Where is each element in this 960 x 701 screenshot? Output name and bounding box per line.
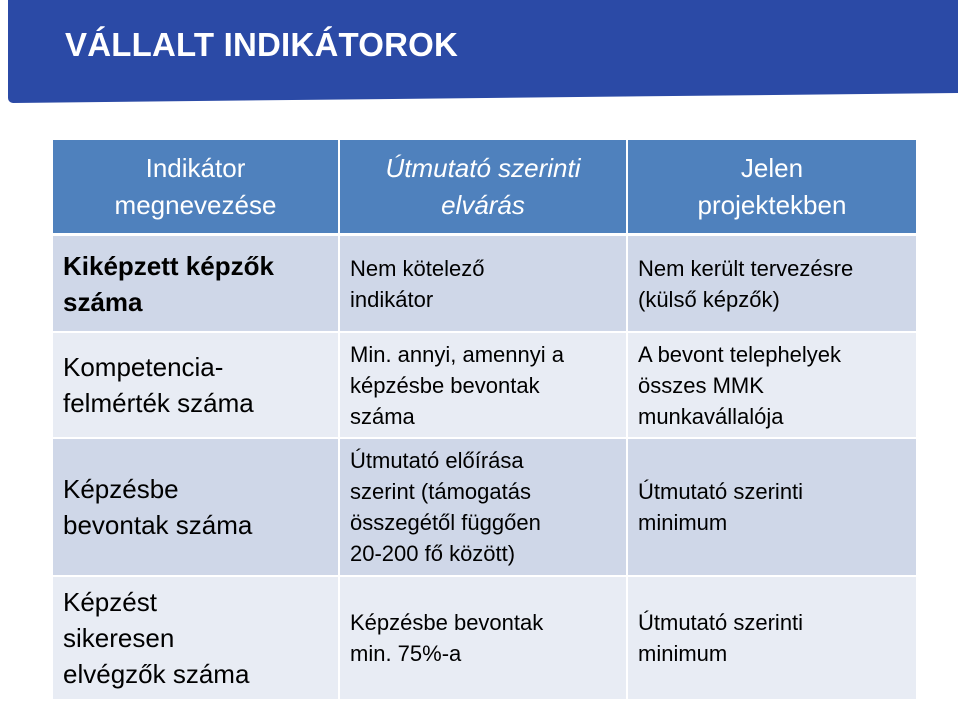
cell-text: indikátor bbox=[350, 286, 434, 312]
cell-text: Képzésbe bevontak bbox=[350, 610, 544, 635]
cell-text: Útmutató előírása bbox=[350, 448, 524, 473]
header-text: elvárás bbox=[441, 189, 525, 220]
row-3-expectation bbox=[340, 439, 628, 577]
cell-text: Nem kötelező bbox=[350, 255, 485, 281]
row-2-project bbox=[628, 333, 916, 439]
header-text: Indikátor bbox=[145, 152, 246, 183]
cell-text: Útmutató szerinti bbox=[638, 479, 804, 504]
cell-text: Képzésbe bbox=[63, 474, 179, 504]
cell-text: összes MMK bbox=[638, 372, 764, 398]
cell-text: minimum bbox=[638, 641, 728, 666]
cell-text: Útmutató szerinti bbox=[638, 610, 804, 635]
header-current-projects bbox=[628, 140, 916, 236]
row-4-expectation bbox=[340, 577, 628, 701]
cell-text: (külső képzők) bbox=[638, 286, 780, 312]
cell-text: minimum bbox=[638, 510, 728, 535]
cell-text: összegétől függően bbox=[350, 510, 541, 535]
cell-text: szerint (támogatás bbox=[350, 479, 531, 504]
slide-title: VÁLLALT INDIKÁTOROK bbox=[65, 26, 459, 63]
cell-text: száma bbox=[63, 286, 143, 317]
row-2-indicator bbox=[53, 333, 340, 439]
header-guideline-expectation bbox=[340, 140, 628, 236]
row-1-expectation bbox=[340, 236, 628, 333]
cell-text: A bevont telephelyek bbox=[638, 341, 842, 367]
header-text: Jelen bbox=[740, 152, 804, 183]
cell-text: min. 75%-a bbox=[350, 641, 462, 666]
cell-text: Képzést bbox=[63, 587, 157, 617]
indicator-table bbox=[53, 140, 916, 701]
cell-text: felmérték száma bbox=[63, 388, 254, 418]
cell-text: munkavállalója bbox=[638, 403, 784, 429]
row-3-indicator bbox=[53, 439, 340, 577]
row-3-project bbox=[628, 439, 916, 577]
row-2-expectation bbox=[340, 333, 628, 439]
row-1-indicator bbox=[53, 236, 340, 333]
cell-text: elvégzők száma bbox=[63, 659, 250, 689]
cell-text: Kiképzett képzők bbox=[63, 250, 274, 281]
row-4-indicator bbox=[53, 577, 340, 701]
cell-text: Kompetencia- bbox=[63, 352, 224, 382]
cell-text: Min. annyi, amennyi a bbox=[350, 341, 564, 367]
cell-text: bevontak száma bbox=[63, 510, 253, 540]
cell-text: Nem került tervezésre bbox=[638, 255, 854, 281]
cell-text: száma bbox=[350, 403, 415, 429]
cell-text: 20-200 fő között) bbox=[350, 541, 516, 566]
header-text: Útmutató szerinti bbox=[385, 152, 581, 183]
cell-text: sikeresen bbox=[63, 623, 175, 653]
header-indicator-name bbox=[53, 140, 340, 236]
row-4-project bbox=[628, 577, 916, 701]
header-text: projektekben bbox=[697, 189, 847, 220]
row-1-project bbox=[628, 236, 916, 333]
header-text: megnevezése bbox=[114, 189, 277, 220]
cell-text: képzésbe bevontak bbox=[350, 372, 540, 398]
